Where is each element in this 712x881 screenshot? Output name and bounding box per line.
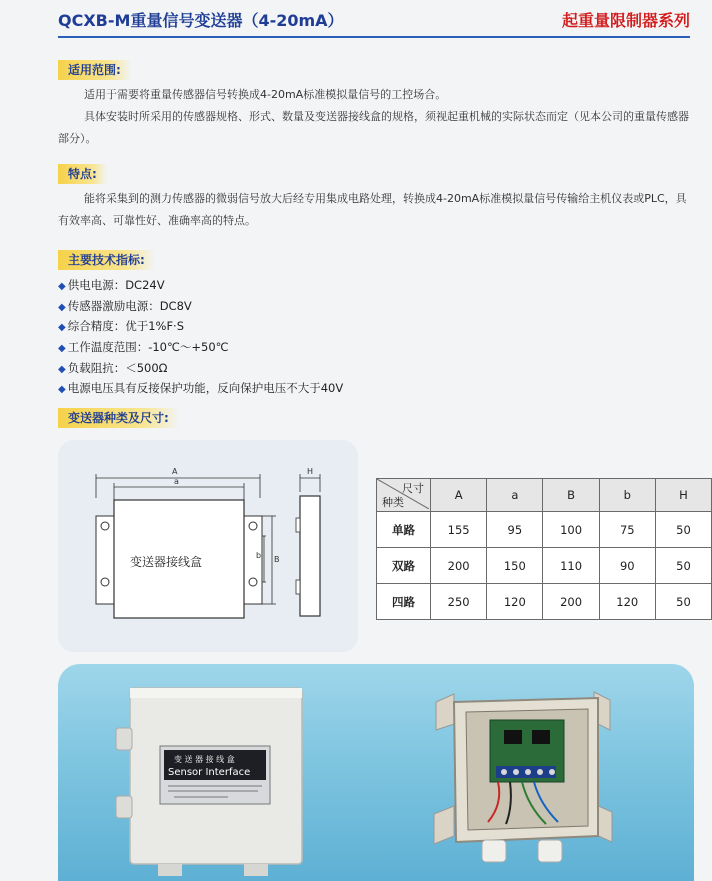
table-cell: 75 <box>599 512 655 548</box>
table-cell: 200 <box>431 548 487 584</box>
spec-item-text: 综合精度：优于1%F·S <box>67 319 185 334</box>
table-cell: 100 <box>543 512 599 548</box>
table-cell: 155 <box>431 512 487 548</box>
diamond-bullet-icon: ◆ <box>58 281 66 292</box>
section-label-usage: 适用范围: <box>58 60 131 80</box>
spec-list <box>58 275 343 399</box>
spec-item <box>58 358 343 379</box>
nameplate-chinese: 变 送 器 接 线 盒 <box>174 755 235 764</box>
dim-label-H: H <box>307 467 314 476</box>
cable-gland <box>116 796 132 818</box>
section-label-features: 特点: <box>58 164 107 184</box>
terminal-screw <box>549 769 555 775</box>
spec-item <box>58 316 343 337</box>
table-cell: 50 <box>655 584 711 620</box>
dimension-drawing-panel <box>58 440 358 652</box>
terminal-screw <box>525 769 531 775</box>
table-cell: 120 <box>599 584 655 620</box>
drawing-box-label: 变送器接线盒 <box>130 555 203 569</box>
diamond-bullet-icon: ◆ <box>58 384 66 396</box>
mounting-ear <box>434 806 454 844</box>
table-cell: 150 <box>487 548 543 584</box>
nameplate-english: Sensor Interface <box>168 767 251 778</box>
ic-chip <box>504 730 522 744</box>
cable-gland <box>538 840 562 862</box>
dimension-table <box>376 478 712 620</box>
section-label-specs: 主要技术指标: <box>58 250 155 270</box>
box-foot <box>158 864 182 876</box>
table-row <box>377 548 712 584</box>
column-header: A <box>431 479 487 512</box>
usage-paragraph-2: 具体安装时所采用的传感器规格、形式、数量及变送器接线盒的规格，须视起重机械的实际状态而定（见本公司的重量传感器部分）。 <box>58 110 689 145</box>
usage-paragraph-1: 适用于需要将重量传感器信号转换成4-20mA标准模拟量信号的工控场合。 <box>84 88 447 101</box>
dimension-drawing <box>58 440 358 652</box>
terminal-screw <box>501 769 507 775</box>
spec-item-text: 电源电压具有反接保护功能，反向保护电压不大于40V <box>67 381 344 396</box>
product-photo-panel <box>58 664 694 881</box>
row-header: 双路 <box>377 548 431 584</box>
table-cell: 50 <box>655 512 711 548</box>
spec-item <box>58 337 343 358</box>
box-side-view <box>300 496 320 616</box>
mounting-ear <box>436 694 454 730</box>
diamond-bullet-icon: ◆ <box>58 301 66 313</box>
header-divider <box>58 36 690 38</box>
diamond-bullet-icon: ◆ <box>58 322 66 334</box>
table-cell: 250 <box>431 584 487 620</box>
row-header: 单路 <box>377 512 431 548</box>
table-cell: 50 <box>655 548 711 584</box>
usage-text <box>58 84 694 150</box>
ic-chip <box>532 730 550 744</box>
diamond-bullet-icon: ◆ <box>58 343 66 355</box>
terminal-screw <box>537 769 543 775</box>
section-label-sizes: 变送器种类及尺寸: <box>58 408 179 428</box>
product-photos <box>58 664 694 881</box>
table-cell: 200 <box>543 584 599 620</box>
column-header: B <box>543 479 599 512</box>
spec-item-text: 负载阻抗：＜500Ω <box>67 360 168 375</box>
diamond-bullet-icon: ◆ <box>58 363 66 375</box>
spec-item <box>58 296 343 317</box>
mounting-ear-left <box>96 516 114 604</box>
side-ear <box>296 580 300 594</box>
mounting-ear-right <box>244 516 262 604</box>
features-paragraph-1: 能将采集到的测力传感器的微弱信号放大后经专用集成电路处理，转换成4-20mA标准模拟量信号传输给主机仪表或PLC，具有效率高、可靠性好、准确率高的特点。 <box>58 192 687 227</box>
open-box-photo <box>434 692 612 862</box>
table-cell: 90 <box>599 548 655 584</box>
spec-item-text: 供电电源：DC24V <box>67 278 165 292</box>
column-header: a <box>487 479 543 512</box>
terminal-screw <box>513 769 519 775</box>
corner-label-size: 尺寸 <box>402 482 425 495</box>
table-row <box>377 512 712 548</box>
dim-label-b: b <box>256 551 262 560</box>
page-title: QCXB-M重量信号变送器（4-20mA） <box>58 11 344 30</box>
table-header-row <box>377 479 712 512</box>
column-header: b <box>599 479 655 512</box>
box-foot <box>244 864 268 876</box>
series-title: 起重量限制器系列 <box>561 11 690 30</box>
spec-item-text: 传感器激励电源：DC8V <box>67 298 192 313</box>
spec-item-text: 工作温度范围：-10℃～+50℃ <box>67 340 229 355</box>
side-ear <box>296 518 300 532</box>
row-header: 四路 <box>377 584 431 620</box>
spec-item <box>58 378 343 399</box>
box-lid-edge <box>130 688 302 698</box>
dim-label-B: B <box>274 555 280 564</box>
table-corner-cell <box>377 479 431 512</box>
table-cell: 95 <box>487 512 543 548</box>
column-header: H <box>655 479 711 512</box>
corner-label-type: 种类 <box>382 496 404 509</box>
table-row <box>377 584 712 620</box>
dim-label-A: A <box>172 467 178 476</box>
table-cell: 120 <box>487 584 543 620</box>
spec-item <box>58 275 343 296</box>
table-cell: 110 <box>543 548 599 584</box>
cable-gland <box>482 840 506 862</box>
closed-box-photo <box>116 688 302 876</box>
dim-label-a: a <box>174 477 179 486</box>
features-text <box>58 188 694 232</box>
cable-gland <box>116 728 132 750</box>
